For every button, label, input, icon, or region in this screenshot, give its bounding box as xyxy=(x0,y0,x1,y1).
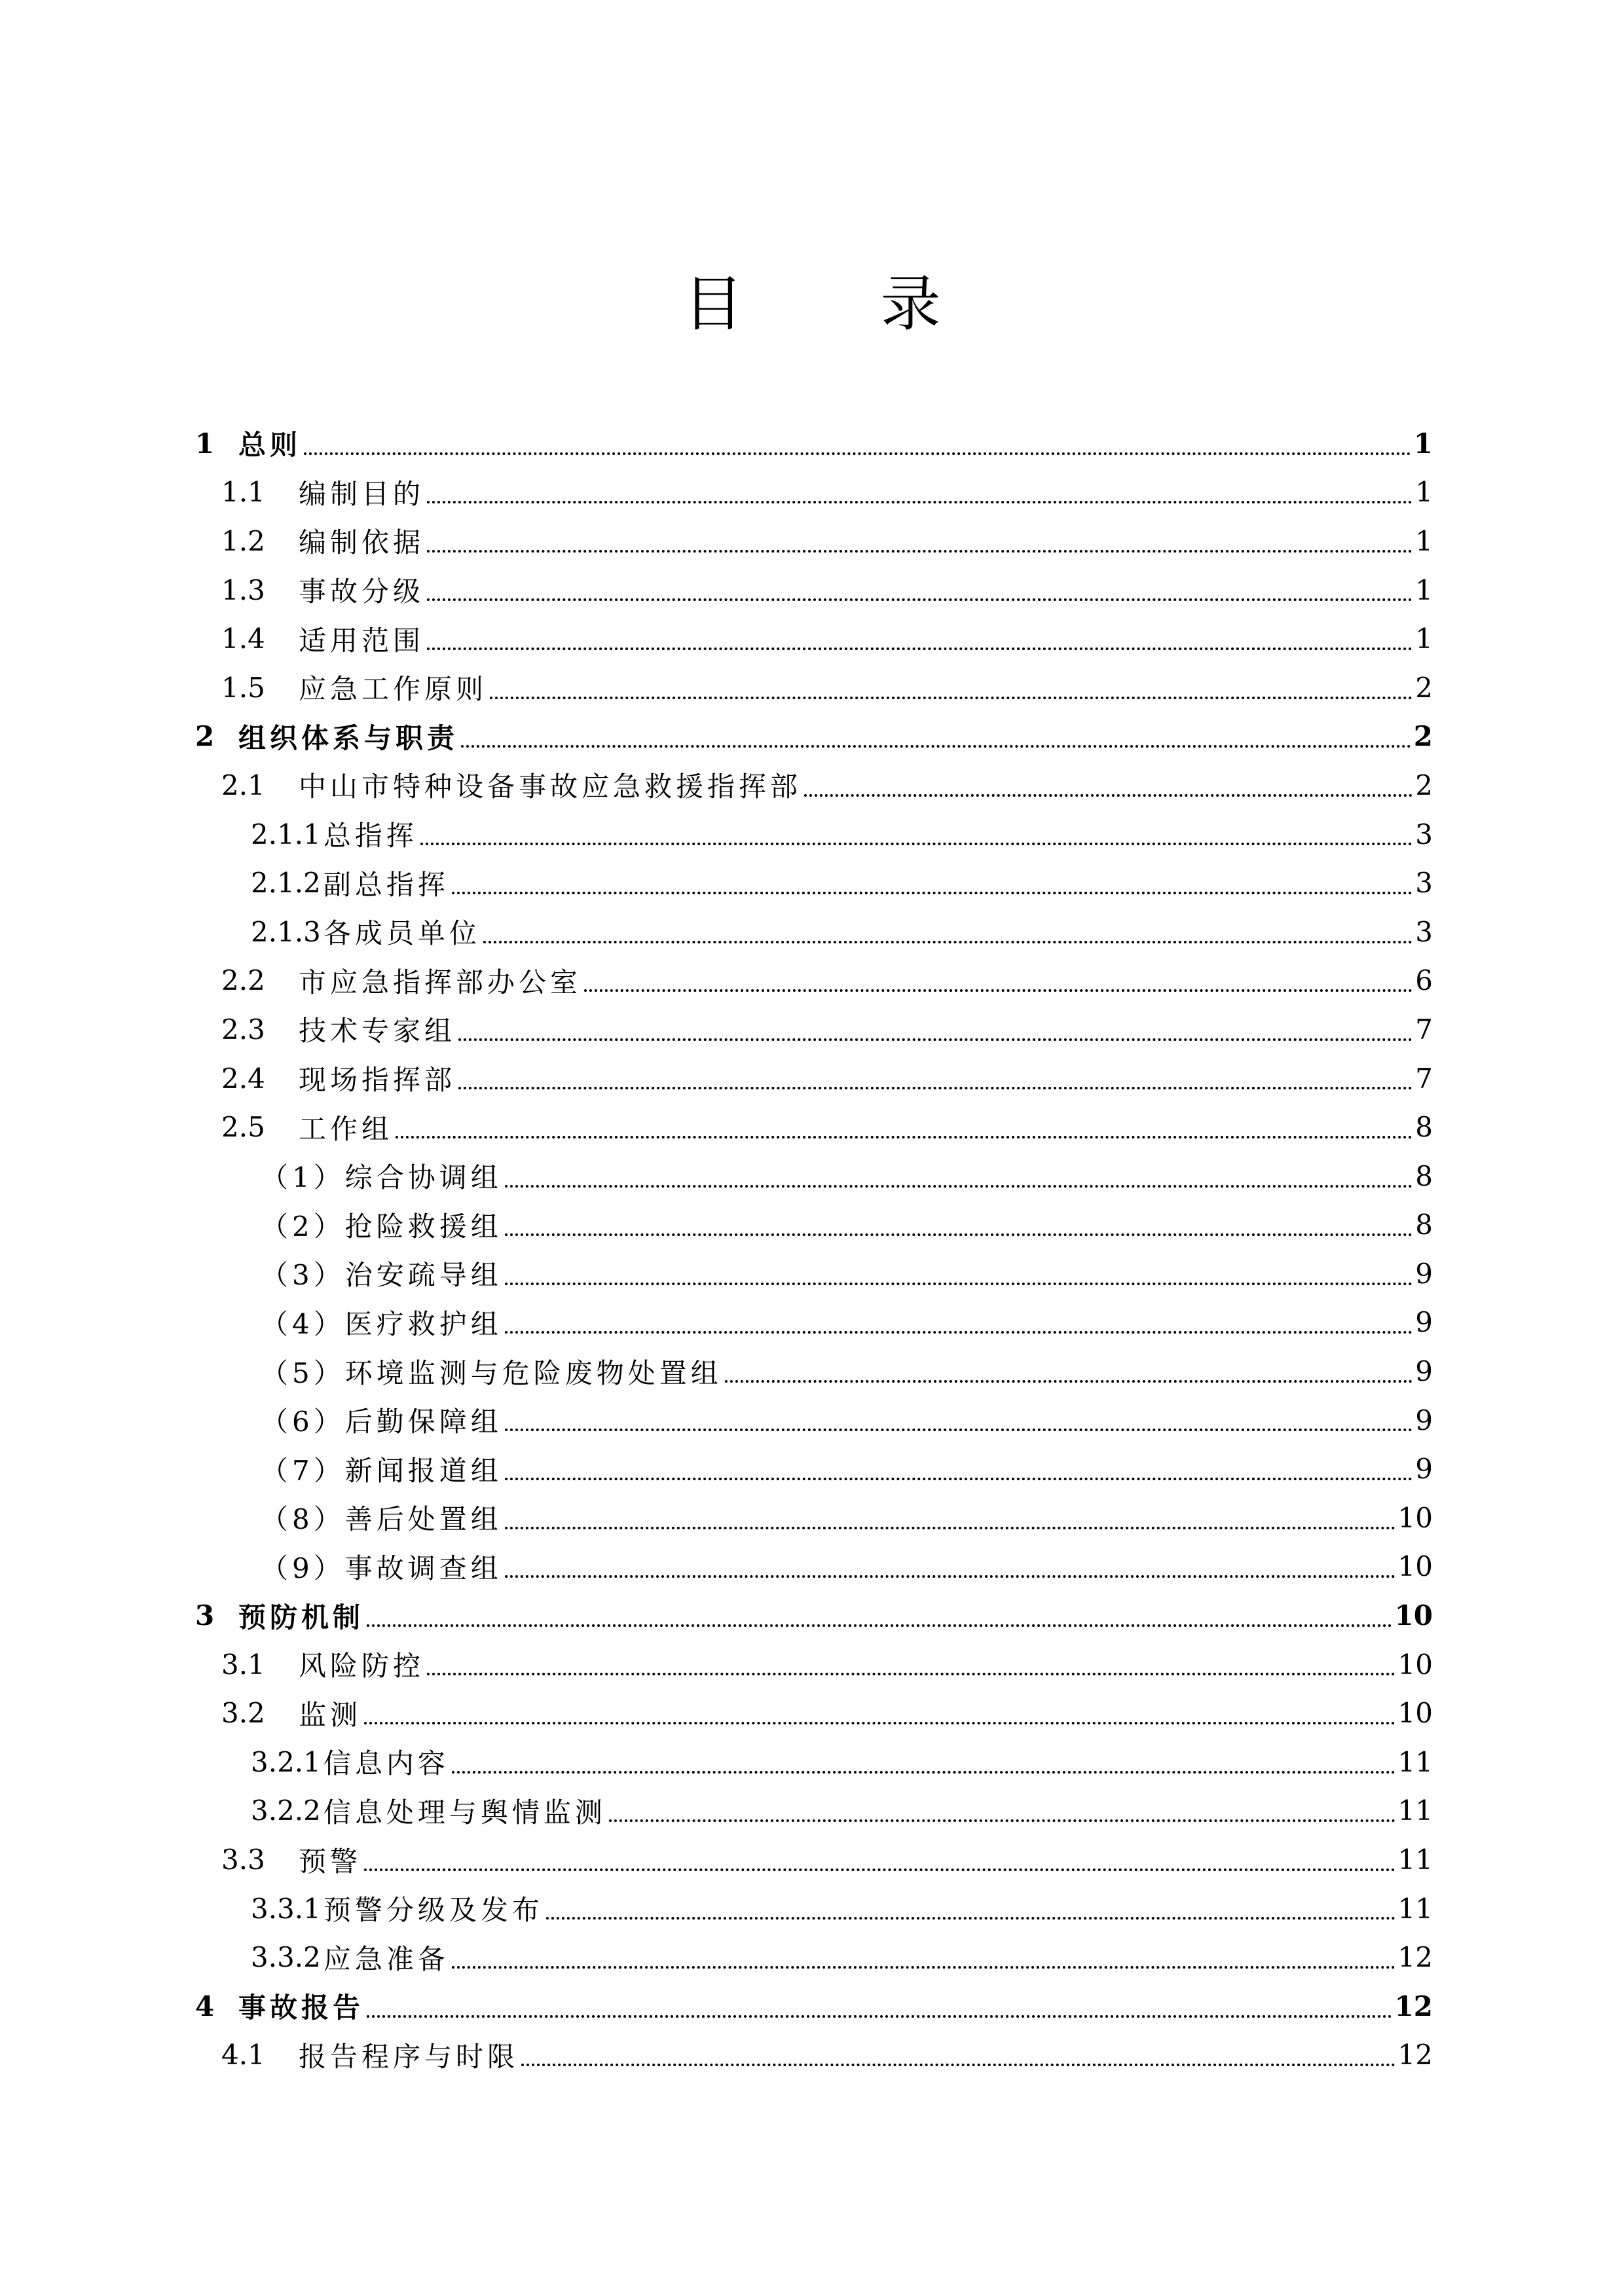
toc-entry-number: 4 xyxy=(195,1990,215,2022)
toc-entry-label: 总则 xyxy=(238,429,302,462)
toc-entry-label: 适用范围 xyxy=(299,624,425,657)
toc-entry-number: 2 xyxy=(195,720,215,753)
toc-entry[interactable] xyxy=(195,1005,1433,1054)
toc-entry-number: 2.1 xyxy=(221,769,265,801)
toc-entry[interactable] xyxy=(195,1396,1433,1445)
toc-entry-page: 11 xyxy=(1397,1892,1433,1925)
toc-entry-number: 3.2.2 xyxy=(251,1795,321,1827)
toc-entry[interactable] xyxy=(195,1201,1433,1250)
toc-entry-label: （9）事故调查组 xyxy=(261,1552,502,1584)
toc-entry-page: 1 xyxy=(1415,623,1433,655)
toc-dot-leader xyxy=(427,501,1412,503)
toc-entry-label: （8）善后处置组 xyxy=(261,1503,502,1536)
toc-entry-page: 11 xyxy=(1397,1795,1433,1827)
toc-entry-label: 编制依据 xyxy=(299,526,425,559)
toc-entry[interactable] xyxy=(195,663,1433,712)
toc-dot-leader xyxy=(458,1087,1412,1089)
toc-entry-number: 3 xyxy=(195,1599,215,1632)
toc-entry-number: 2.1.2 xyxy=(251,867,321,900)
toc-entry-number: 2.4 xyxy=(221,1062,265,1095)
toc-entry[interactable] xyxy=(195,761,1433,810)
toc-entry-number: 2.5 xyxy=(221,1111,265,1144)
toc-entry[interactable] xyxy=(195,1787,1433,1836)
toc-entry[interactable] xyxy=(195,1102,1433,1152)
toc-entry-page: 10 xyxy=(1394,1599,1433,1632)
toc-entry-page: 7 xyxy=(1415,1062,1433,1095)
toc-entry-page: 7 xyxy=(1415,1013,1433,1046)
toc-entry-number: 3.3 xyxy=(221,1844,265,1876)
toc-entry-label: 监测 xyxy=(299,1698,362,1731)
toc-entry-page: 2 xyxy=(1415,769,1433,801)
toc-entry-page: 10 xyxy=(1397,1550,1433,1583)
toc-entry-label: 技术专家组 xyxy=(299,1015,456,1048)
toc-dot-leader xyxy=(490,697,1412,699)
toc-entry[interactable] xyxy=(195,1982,1433,2031)
toc-entry-label: 应急准备 xyxy=(323,1942,449,1975)
toc-entry-label: 编制目的 xyxy=(299,477,425,510)
toc-entry-page: 8 xyxy=(1415,1209,1433,1241)
toc-entry-label: 应急工作原则 xyxy=(299,673,488,706)
toc-entry-page: 9 xyxy=(1415,1355,1433,1388)
toc-entry-page: 11 xyxy=(1397,1745,1433,1778)
toc-entry-label: 市应急指挥部办公室 xyxy=(299,966,582,998)
toc-entry-page: 10 xyxy=(1397,1697,1433,1730)
toc-entry-label: （7）新闻报道组 xyxy=(261,1454,502,1487)
toc-dot-leader xyxy=(483,941,1412,943)
toc-entry-label: （1）综合协调组 xyxy=(261,1161,502,1194)
toc-entry-number: 1 xyxy=(195,427,215,460)
toc-entry-number: 1.3 xyxy=(221,574,265,606)
toc-entry-label: 预防机制 xyxy=(238,1601,365,1633)
toc-entry[interactable] xyxy=(195,419,1433,468)
toc-dot-leader xyxy=(367,2015,1392,2018)
toc-entry[interactable] xyxy=(195,1933,1433,1982)
toc-entry-page: 1 xyxy=(1413,427,1433,460)
toc-entry-number: 1.1 xyxy=(221,476,265,509)
toc-entry-label: （6）后勤保障组 xyxy=(261,1406,502,1438)
toc-dot-leader xyxy=(367,1624,1392,1627)
toc-dot-leader xyxy=(427,1673,1395,1675)
toc-entry-label: 组织体系与职责 xyxy=(238,721,459,754)
toc-entry-page: 12 xyxy=(1397,2039,1433,2071)
table-of-contents xyxy=(195,419,1433,2079)
toc-dot-leader xyxy=(458,1038,1412,1041)
toc-entry-page: 3 xyxy=(1415,915,1433,948)
toc-entry[interactable] xyxy=(195,1152,1433,1201)
toc-entry-page: 12 xyxy=(1397,1941,1433,1974)
toc-entry-number: 2.1.1 xyxy=(251,818,321,850)
toc-dot-leader xyxy=(505,1429,1413,1431)
toc-dot-leader xyxy=(505,1283,1413,1285)
toc-entry-page: 8 xyxy=(1415,1111,1433,1144)
toc-entry[interactable] xyxy=(195,1640,1433,1689)
toc-entry[interactable] xyxy=(195,907,1433,957)
toc-entry-page: 9 xyxy=(1415,1404,1433,1436)
toc-dot-leader xyxy=(521,2064,1395,2066)
toc-dot-leader xyxy=(804,794,1412,797)
toc-entry[interactable] xyxy=(195,712,1433,761)
toc-entry-label: 工作组 xyxy=(299,1112,394,1145)
toc-entry[interactable] xyxy=(195,2031,1433,2080)
toc-entry-page: 9 xyxy=(1415,1453,1433,1485)
toc-entry[interactable] xyxy=(195,1835,1433,1884)
toc-entry-page: 10 xyxy=(1397,1648,1433,1681)
toc-entry-page: 3 xyxy=(1415,867,1433,900)
toc-entry-label: （4）医疗救护组 xyxy=(261,1307,502,1340)
toc-entry-page: 9 xyxy=(1415,1257,1433,1290)
toc-entry[interactable] xyxy=(195,1444,1433,1493)
toc-entry[interactable] xyxy=(195,858,1433,907)
toc-dot-leader xyxy=(584,989,1412,992)
toc-entry-page: 6 xyxy=(1415,964,1433,997)
toc-entry-label: 报告程序与时限 xyxy=(299,2040,519,2073)
toc-entry-label: 中山市特种设备事故应急救援指挥部 xyxy=(299,771,802,803)
toc-entry-page: 9 xyxy=(1415,1306,1433,1339)
toc-entry[interactable] xyxy=(195,810,1433,859)
toc-dot-leader xyxy=(304,452,1411,455)
toc-entry[interactable] xyxy=(195,1884,1433,1933)
toc-dot-leader xyxy=(364,1722,1395,1724)
toc-dot-leader xyxy=(452,892,1412,894)
toc-dot-leader xyxy=(427,647,1412,650)
toc-dot-leader xyxy=(427,598,1412,601)
toc-entry-number: 1.4 xyxy=(221,623,265,655)
toc-entry-page: 2 xyxy=(1415,671,1433,704)
toc-entry-label: 总指挥 xyxy=(323,820,418,852)
toc-entry[interactable] xyxy=(195,566,1433,615)
toc-entry-label: 预警 xyxy=(299,1845,362,1878)
toc-entry[interactable] xyxy=(195,1591,1433,1640)
toc-dot-leader xyxy=(396,1136,1412,1139)
toc-dot-leader xyxy=(505,1478,1413,1480)
toc-entry[interactable] xyxy=(195,468,1433,517)
toc-entry-label: 预警分级及发布 xyxy=(323,1894,544,1927)
toc-dot-leader xyxy=(452,1771,1395,1774)
toc-entry-page: 1 xyxy=(1415,476,1433,509)
toc-entry-label: 事故分级 xyxy=(299,575,425,608)
toc-entry-label: 各成员单位 xyxy=(323,917,481,950)
toc-entry-page: 12 xyxy=(1394,1990,1433,2022)
toc-dot-leader xyxy=(505,1575,1395,1578)
toc-entry-number: 4.1 xyxy=(221,2039,265,2071)
toc-entry[interactable] xyxy=(195,957,1433,1006)
toc-dot-leader xyxy=(452,1966,1395,1969)
toc-dot-leader xyxy=(505,1185,1413,1188)
toc-entry-page: 3 xyxy=(1415,818,1433,850)
toc-entry-number: 3.3.1 xyxy=(251,1892,321,1925)
toc-entry-label: 信息内容 xyxy=(323,1747,449,1780)
toc-entry[interactable] xyxy=(195,614,1433,663)
toc-entry-page: 1 xyxy=(1415,524,1433,557)
toc-dot-leader xyxy=(725,1380,1413,1383)
toc-entry-label: 副总指挥 xyxy=(323,868,449,901)
toc-dot-leader xyxy=(420,843,1412,845)
toc-entry-label: 现场指挥部 xyxy=(299,1064,456,1097)
toc-entry-number: 3.2 xyxy=(221,1697,265,1730)
toc-entry-number: 3.2.1 xyxy=(251,1745,321,1778)
toc-entry[interactable] xyxy=(195,1054,1433,1103)
toc-entry-label: 风险防控 xyxy=(299,1650,425,1683)
toc-dot-leader xyxy=(505,1527,1395,1529)
toc-entry[interactable] xyxy=(195,1493,1433,1542)
toc-dot-leader xyxy=(461,745,1411,748)
toc-entry-number: 3.1 xyxy=(221,1648,265,1681)
toc-dot-leader xyxy=(505,1331,1413,1334)
toc-entry-label: （5）环境监测与危险废物处置组 xyxy=(261,1357,722,1389)
toc-entry-number: 2.1.3 xyxy=(251,915,321,948)
toc-dot-leader xyxy=(609,1819,1395,1822)
toc-entry[interactable] xyxy=(195,1298,1433,1347)
toc-dot-leader xyxy=(364,1868,1395,1871)
toc-dot-leader xyxy=(427,550,1412,553)
toc-entry-number: 1.5 xyxy=(221,671,265,704)
toc-dot-leader xyxy=(546,1917,1395,1920)
toc-entry-label: 事故报告 xyxy=(238,1992,365,2024)
toc-entry[interactable] xyxy=(195,517,1433,566)
toc-entry-label: （3）治安疏导组 xyxy=(261,1259,502,1292)
toc-entry-page: 2 xyxy=(1413,720,1433,753)
toc-entry[interactable] xyxy=(195,1347,1433,1396)
toc-dot-leader xyxy=(505,1233,1413,1236)
toc-entry-number: 1.2 xyxy=(221,524,265,557)
toc-entry[interactable] xyxy=(195,1542,1433,1592)
toc-entry[interactable] xyxy=(195,1688,1433,1738)
toc-entry[interactable] xyxy=(195,1738,1433,1787)
toc-entry-page: 11 xyxy=(1397,1844,1433,1876)
toc-entry-page: 8 xyxy=(1415,1159,1433,1192)
toc-entry-page: 1 xyxy=(1415,574,1433,606)
toc-entry-label: （2）抢险救援组 xyxy=(261,1210,502,1243)
toc-entry-number: 2.3 xyxy=(221,1013,265,1046)
toc-entry-page: 10 xyxy=(1397,1501,1433,1534)
toc-entry[interactable] xyxy=(195,1249,1433,1298)
toc-entry-label: 信息处理与舆情监测 xyxy=(323,1796,606,1829)
toc-entry-number: 2.2 xyxy=(221,964,265,997)
page-title: 目 录 xyxy=(683,269,1000,339)
toc-entry-number: 3.3.2 xyxy=(251,1941,321,1974)
